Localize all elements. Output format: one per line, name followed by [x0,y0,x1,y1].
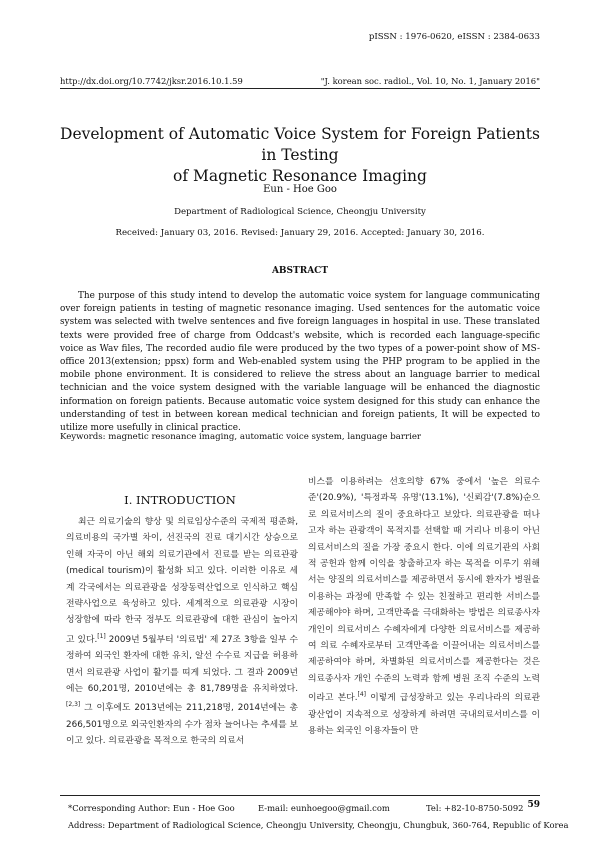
citation-ref: [1] [97,632,106,640]
section-heading: Ⅰ. INTRODUCTION [124,493,236,507]
citation-ref: [4] [357,691,366,699]
left-paragraph-2: 2009년 5월부터 '의료법' 제 27조 3항을 일부 수정하여 외국인 환자에 대한 유치, 알선 수수료 지급을 허용하면서 의료관광 사업이 활기를 띠게 되었다. 그 결과 2009년에는 60,201명, 2010년에는 총 81,789명을 유치하였다. [66,634,298,694]
page-number: 59 [527,800,540,810]
author-phone: Tel: +82-10-8750-5092 [426,803,524,813]
footer-divider [60,795,540,796]
paper-title [60,124,540,187]
left-paragraph-3: 그 이후에도 2013년에는 211,218명, 2014년에는 총 266,501명으로 외국인환자의 수가 점차 늘어나는 추세를 보이고 있다. 의료관광을 목적으로 한국의 의료서 [66,703,298,747]
right-paragraph-1: 비스를 이용하려는 선호의향 67% 중에서 '높은 의료수준'(20.9%), '특정과목 유명'(13.1%), '신뢰감'(7.8%)순으로 의료서비스의 질이 중요하다고 보았다. 의료관광을 떠나고자 하는 관광객이 목적지를 선택할 때 거리나 비용이 아닌 의료서비스의 질을 가장 중요시 한다. 이에 의료기관의 사회적 공헌과 함께 이익을 창출하고자 하는 목적을 이루기 위해서는 양질의 의료서비스를 제공하면서 동시에 환자가 병원을 이용하는 과정에 만족할 수 있는 친절하고 편리한 서비스를 제공해야야 하며, 고객만족을 극대화하는 방법은 의료종사자 개인이 의료서비스 수혜자에게 다양한 의료서비스를 제공하여 의료 수혜자로부터 고객만족을 이끌어내는 의료서비스를 제공하여야 하며, 차별화된 의료서비스를 제공한다는 것은 의료종사자 개인 수준의 노력과 함께 병원 조직 수준의 노력이라고 본다. [308,477,540,704]
author-email[interactable]: E-mail: eunhoegoo@gmail.com [258,803,390,813]
abstract-text: The purpose of this study intend to develop the automatic voice system for language communicating over foreign patients in testing of magnetic resonance imaging. Used sentences for the automatic voice system was selected with twelve sentences and five foreign languages in hospital in use. These translated texts were provided free of charge from Oddcast's website, which is recorded each language-specific voice as Wav files, The recorded audio file were produced by the two types of a power-point show of MS-office 2013(extension; ppsx) form and Web-enabled system using the PHP program to be applied in the mobile phone environment. It is considered to relieve the stress about an language barrier to medical technician and the voice system designed with the variable language will be enhanced the diagnostic information on foreign patients. Because automatic voice system designed for this study can enhance the understanding of test in between korean medical technician and foreign patients, It will be expected to utilize more usefully in clinical practice. [60,291,540,434]
keywords: Keywords: magnetic resonance imaging, automatic voice system, language barrier [60,432,422,442]
header-divider [60,88,540,89]
abstract-heading: ABSTRACT [271,266,329,276]
citation-ref: [2,3] [66,701,81,709]
right-paragraph-2: 이렇게 급성장하고 있는 우리나라의 의료관광산업이 지속적으로 성장하게 하려면 국내의료서비스를 이용하는 외국인 이용자들이 만 [308,693,540,737]
author-name: Eun - Hoe Goo [263,184,337,195]
left-column-text [66,514,298,750]
title-line-1: Development of Automatic Voice System for Foreign Patients in Testing [60,125,540,164]
footer-address: Address: Department of Radiological Science, Cheongju University, Cheongju, Chungbuk, 360-764, Republic of Korea [68,820,569,830]
issn-line: pISSN : 1976-0620, eISSN : 2384-0633 [368,32,540,42]
author-affiliation: Department of Radiological Science, Cheongju University [174,207,426,217]
title-line-2: of Magnetic Resonance Imaging [173,167,427,185]
journal-citation: "J. korean soc. radiol., Vol. 10, No. 1, January 2016" [320,76,540,86]
received-dates: Received: January 03, 2016. Revised: January 29, 2016. Accepted: January 30, 2016. [115,228,485,238]
doi-link[interactable]: http://dx.doi.org/10.7742/jksr.2016.10.1.59 [60,76,243,86]
right-column-text [308,474,540,739]
footer-contact [68,803,538,813]
left-paragraph-1: 최근 의료기술의 향상 및 의료임상수준의 국제적 평준화, 의료비용의 국가별 차이, 선진국의 진료 대기시간 상승으로 인해 자국이 아닌 해외 의료기관에서 진료를 받는 의료관광(medical tourism)이 활성화 되고 있다. 이러한 이유로 세계 각국에서는 의료관광을 성장동력산업으로 인식하고 핵심전략사업으로 육성하고 있다. 세계적으로 의료관광 시장이 성장함에 따라 한국 정부도 의료관광에 대한 관심이 높아지고 있다. [66,517,298,645]
corresponding-author: *Corresponding Author: Eun - Hoe Goo [68,803,235,813]
